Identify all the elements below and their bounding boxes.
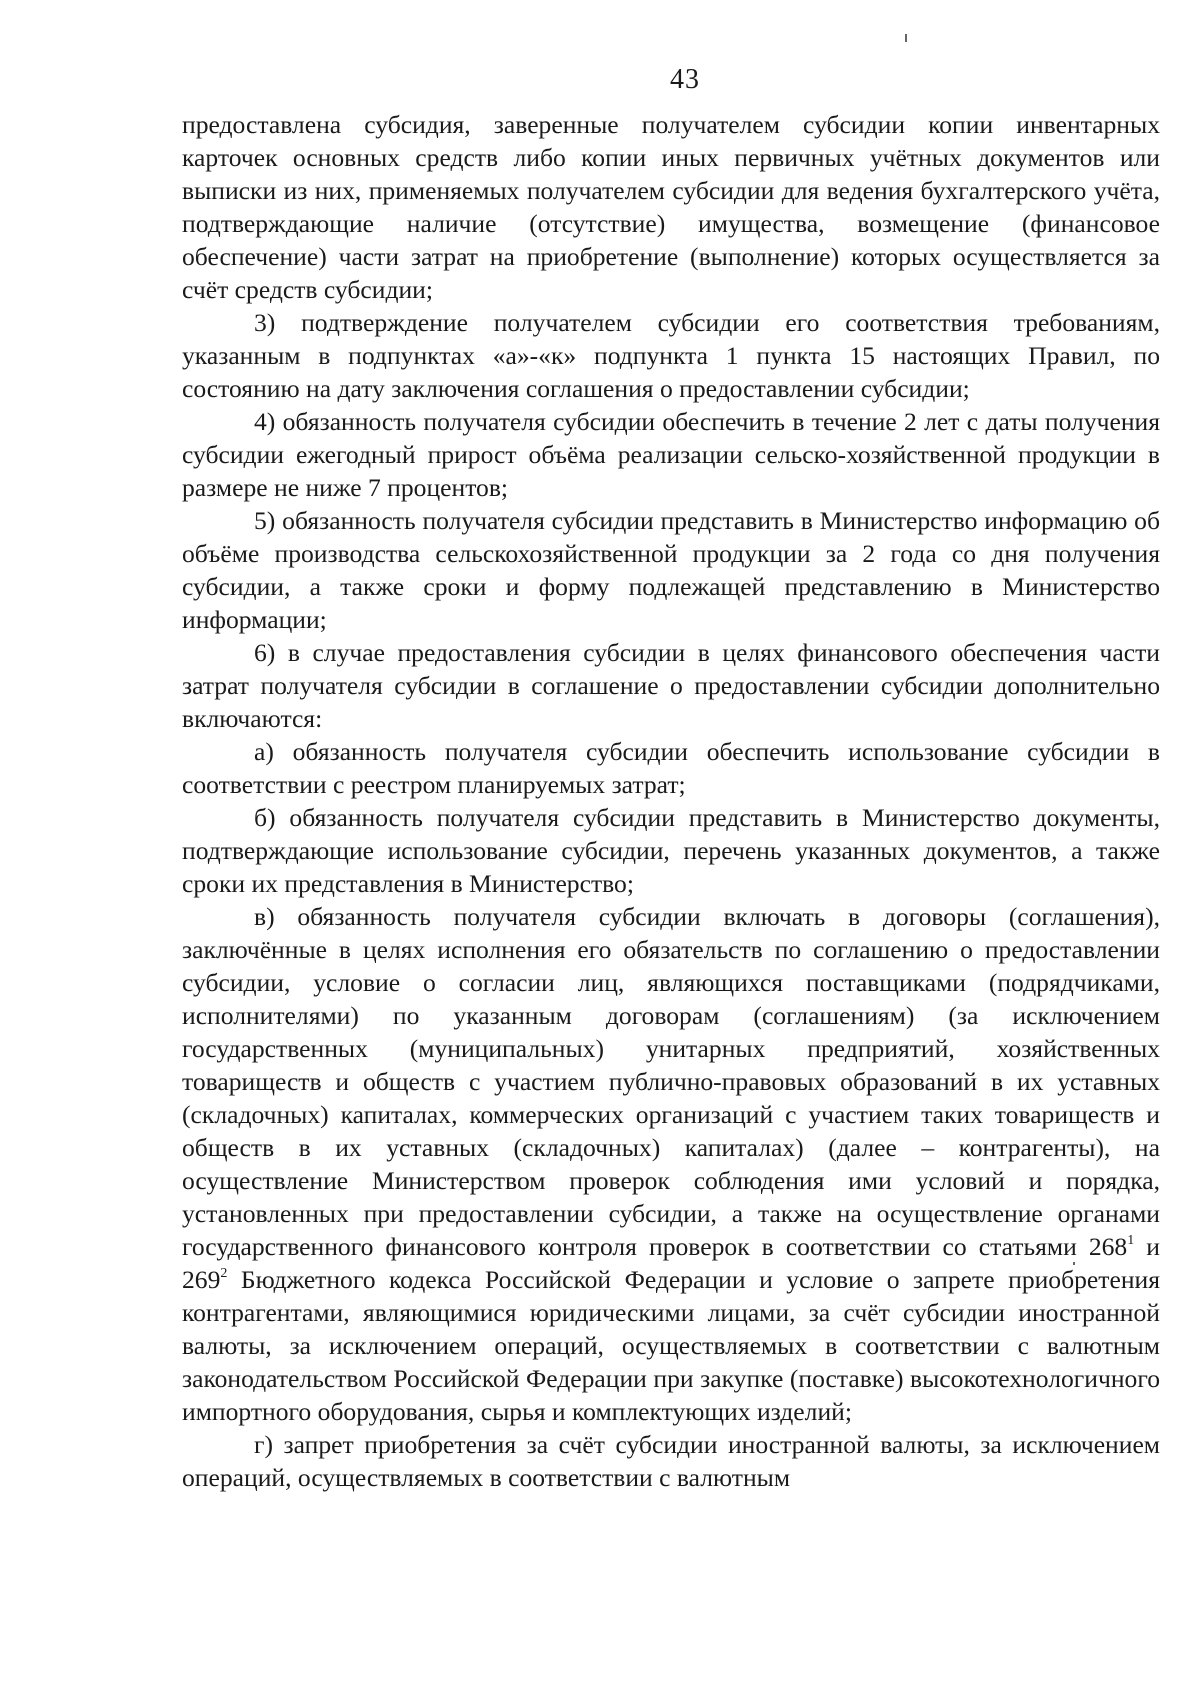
document-body (182, 108, 1160, 1494)
paragraph-subitem-g: г) запрет приобретения за счёт субсидии иностранной валюты, за исключением операций, осуществляемых в соответствии с валютным (182, 1430, 1160, 1492)
paragraph-item-6: 6) в случае предоставления субсидии в целях финансового обеспечения части затрат получателя субсидии в соглашение о предоставлении субсидии дополнительно включаются: (182, 638, 1160, 733)
paragraph-item-5: 5) обязанность получателя субсидии представить в Министерство информацию об объёме производства сельскохозяйственной продукции за 2 года со дня получения субсидии, а также сроки и форму подлежащей представлению в Министерство информации; (182, 506, 1160, 634)
footnote-superscript: 1 (1127, 1233, 1135, 1248)
paragraph-item-4: 4) обязанность получателя субсидии обеспечить в течение 2 лет с даты получения субсидии ежегодный прирост объёма реализации сельско-хозяйственной продукции в размере не ниже 7 процентов; (182, 407, 1160, 502)
footnote-superscript: 2 (220, 1266, 228, 1281)
scan-speck (905, 34, 907, 42)
paragraph-subitem-a: а) обязанность получателя субсидии обеспечить использование субсидии в соответствии с реестром планируемых затрат; (182, 737, 1160, 799)
paragraph-item-3: 3) подтверждение получателем субсидии его соответствия требованиям, указанным в подпунктах «а»-«к» подпункта 1 пункта 15 настоящих Правил, по состоянию на дату заключения соглашения о предоставлении субсидии; (182, 308, 1160, 403)
paragraph-text: в) обязанность получателя субсидии включать в договоры (соглашения), заключённые в целях исполнения его обязательств по соглашению о предоставлении субсидии, условие о согласии лиц, являющихся поставщиками (подрядчиками, исполнителями) по указанным договорам (соглашениям) (за исключением государственных (муниципальных) унитарных предприятий, хозяйственных товариществ и обществ с участием публично-правовых образований в их уставных (складочных) капиталах, коммерческих организаций с участием таких товариществ и обществ в их уставных (складочных) капиталах) (далее – контрагенты), на осуществление Министерством проверок соблюдения ими условий и порядка, установленных при предоставлении субсидии, а также на осуществление органами государственного финансового контроля проверок в соответствии со статьями 268 (182, 902, 1160, 1261)
paragraph-text: и 269 (182, 1232, 1160, 1294)
paragraph-subitem-v (182, 900, 1160, 1428)
paragraph-subitem-b: б) обязанность получателя субсидии представить в Министерство документы, подтверждающие использование субсидии, перечень указанных документов, а также сроки их представления в Министерство; (182, 803, 1160, 898)
paragraph-text: Бюджетного кодекса Российской Федерации и условие о запрете приобретения контрагентами, являющимися юридическими лицами, за счёт субсидии иностранной валюты, за исключением операций, осуществляемых в соответствии с валютным законодательством Российской Федерации при закупке (поставке) высокотехнологичного импортного оборудования, сырья и комплектующих изделий; (182, 1265, 1160, 1426)
paragraph-continued: предоставлена субсидия, заверенные получателем субсидии копии инвентарных карточек основных средств либо копии иных первичных учётных документов или выписки из них, применяемых получателем субсидии для ведения бухгалтерского учёта, подтверждающие наличие (отсутствие) имущества, возмещение (финансовое обеспечение) части затрат на приобретение (выполнение) которых осуществляется за счёт средств субсидии; (182, 110, 1160, 304)
page-number: 43 (670, 64, 700, 95)
